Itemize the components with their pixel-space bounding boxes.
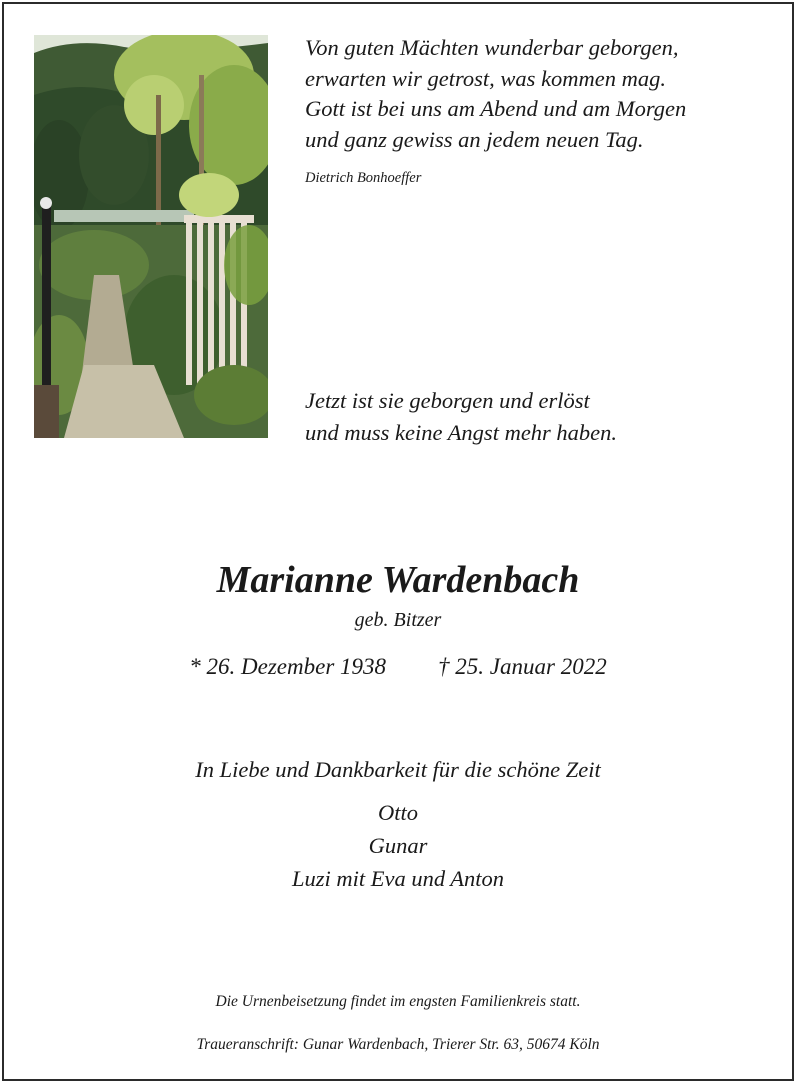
memorial-verse: [305, 385, 617, 449]
mourners-list: [0, 796, 796, 895]
mourner-name: Luzi mit Eva und Anton: [291, 866, 505, 891]
burial-note: Die Urnenbeisetzung findet im engsten Familienkreis statt.: [215, 993, 581, 1010]
quote-author: Dietrich Bonhoeffer: [305, 170, 422, 186]
quote-line: erwarten wir getrost, was kommen mag.: [305, 65, 667, 91]
birth-date: * 26. Dezember 1938: [189, 654, 387, 679]
quote-line: Gott ist bei uns am Abend und am Morgen: [305, 96, 687, 121]
quote-line: Von guten Mächten wunderbar geborgen,: [305, 35, 679, 60]
mourning-address: Traueranschrift: Gunar Wardenbach, Trierer Str. 63, 50674 Köln: [196, 1036, 600, 1053]
garden-gate-photo: [34, 35, 268, 438]
bonhoeffer-quote: [305, 33, 686, 155]
deceased-name: Marianne Wardenbach: [216, 559, 580, 601]
mourner-name: Gunar: [368, 833, 428, 858]
mourners-intro: In Liebe und Dankbarkeit für die schöne Zeit: [195, 757, 601, 782]
mourner-name: Otto: [377, 800, 418, 825]
death-date: † 25. Januar 2022: [438, 654, 607, 679]
verse-line: Jetzt ist sie geborgen und erlöst: [305, 388, 590, 413]
life-dates: [0, 654, 796, 680]
maiden-name: geb. Bitzer: [354, 609, 442, 631]
quote-line: und ganz gewiss an jedem neuen Tag.: [305, 126, 644, 152]
verse-line: und muss keine Angst mehr haben.: [305, 420, 618, 445]
